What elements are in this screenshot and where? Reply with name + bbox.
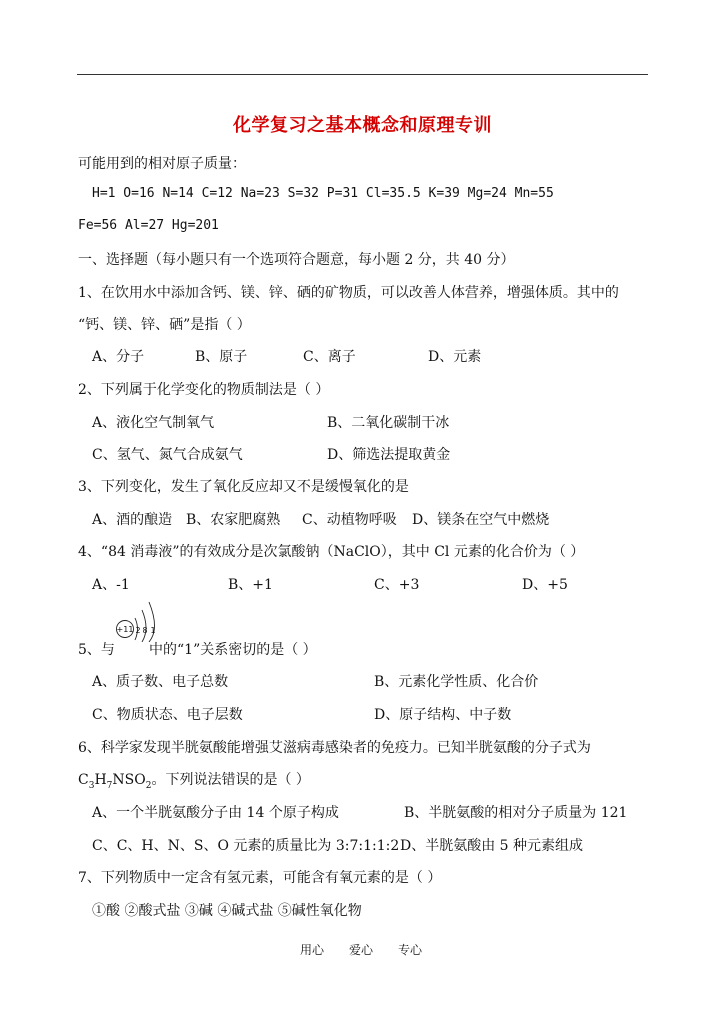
masses-line-1: H=1 O=16 N=14 C=12 Na=23 S=32 P=31 Cl=35.5 K=39 Mg=24 Mn=55 — [92, 186, 554, 201]
q5-option-a[interactable]: A、质子数、电子总数 — [92, 674, 229, 690]
formula-carbon-count: 3 — [88, 780, 95, 791]
q1-stem-cont: “钙、镁、锌、硒”是指（ ） — [78, 317, 251, 333]
q1-stem: 1、在饮用水中添加含钙、镁、锌、硒的矿物质，可以改善人体营养，增强体质。其中的 — [78, 285, 619, 301]
q2-stem: 2、下列属于化学变化的物质制法是（ ） — [78, 382, 330, 398]
footer-text-2: 爱心 — [349, 943, 374, 957]
q3-stem: 3、下列变化，发生了氧化反应却又不是缓慢氧化的是 — [78, 479, 409, 495]
formula-hydrogen-count: 7 — [106, 780, 113, 791]
q5-option-c[interactable]: C、物质状态、电子层数 — [92, 707, 243, 723]
electron-shell-3 — [149, 602, 155, 642]
footer-text-1: 用心 — [300, 943, 325, 957]
q4-stem: 4、“84 消毒液”的有效成分是次氯酸钠（NaClO），其中 Cl 元素的化合价为（ ） — [78, 544, 585, 560]
q2-option-a[interactable]: A、液化空气制氧气 — [92, 415, 215, 431]
q4-option-d[interactable]: D、+5 — [522, 577, 568, 593]
q7-items: ①酸 ②酸式盐 ③碱 ④碱式盐 ⑤碱性氧化物 — [92, 903, 362, 919]
q1-option-d[interactable]: D、元素 — [428, 349, 482, 365]
q5-stem-pre: 5、与 — [78, 642, 115, 658]
q2-option-c[interactable]: C、氢气、氮气合成氨气 — [92, 447, 243, 463]
q1-option-c[interactable]: C、离子 — [303, 349, 356, 365]
formula-nso: NSO — [112, 772, 146, 788]
masses-line-2: Fe=56 Al=27 Hg=201 — [78, 218, 219, 233]
q6-option-d[interactable]: D、半胱氨酸由 5 种元素组成 — [400, 838, 584, 854]
q6-option-a[interactable]: A、一个半胱氨酸分子由 14 个原子构成 — [92, 805, 339, 821]
q6-stem: 6、科学家发现半胱氨酸能增强艾滋病毒感染者的免疫力。已知半胱氨酸的分子式为 — [78, 740, 591, 756]
q6-stem-cont — [78, 769, 310, 791]
q4-option-b[interactable]: B、+1 — [228, 577, 273, 593]
shell-3-electrons: 1 — [150, 626, 156, 635]
q4-option-c[interactable]: C、+3 — [374, 577, 420, 593]
formula-oxygen-count: 2 — [145, 780, 152, 791]
q3-option-c[interactable]: C、动植物呼吸 — [302, 512, 397, 528]
shell-1-electrons: 2 — [135, 626, 141, 635]
q1-option-a[interactable]: A、分子 — [92, 349, 145, 365]
q3-option-d[interactable]: D、镁条在空气中燃烧 — [412, 512, 550, 528]
q7-stem: 7、下列物质中一定含有氢元素，可能含有氧元素的是（ ） — [78, 870, 442, 886]
page-title: 化学复习之基本概念和原理专训 — [233, 115, 492, 136]
q1-option-b[interactable]: B、原子 — [195, 349, 248, 365]
q3-option-b[interactable]: B、农家肥腐熟 — [186, 512, 281, 528]
q6-option-c[interactable]: C、C、H、N、S、O 元素的质量比为 3:7:1:1:2 — [92, 838, 400, 854]
q3-option-a[interactable]: A、酒的酿造 — [92, 512, 173, 528]
q2-option-b[interactable]: B、二氧化碳制干冰 — [327, 415, 450, 431]
q5-option-b[interactable]: B、元素化学性质、化合价 — [374, 674, 539, 690]
q6-stem-tail: 。下列说法错误的是（ ） — [151, 772, 310, 788]
q6-option-b[interactable]: B、半胱氨酸的相对分子质量为 121 — [404, 805, 628, 821]
q4-option-a[interactable]: A、-1 — [92, 577, 130, 593]
sodium-atom-structure-diagram — [113, 598, 165, 642]
masses-intro: 可能用到的相对原子质量： — [78, 156, 246, 172]
formula-hydrogen: H — [94, 772, 107, 788]
header-rule — [77, 74, 648, 75]
shell-2-electrons: 8 — [142, 626, 148, 635]
footer-text-3: 专心 — [398, 943, 423, 957]
q5-option-d[interactable]: D、原子结构、中子数 — [374, 707, 512, 723]
section-heading: 一、选择题（每小题只有一个选项符合题意，每小题 2 分，共 40 分） — [78, 252, 515, 268]
nucleus-charge: +11 — [116, 625, 134, 634]
formula-carbon: C — [78, 772, 89, 788]
q5-stem-post: 中的“1”关系密切的是（ ） — [149, 642, 317, 658]
q2-option-d[interactable]: D、筛选法提取黄金 — [327, 447, 451, 463]
